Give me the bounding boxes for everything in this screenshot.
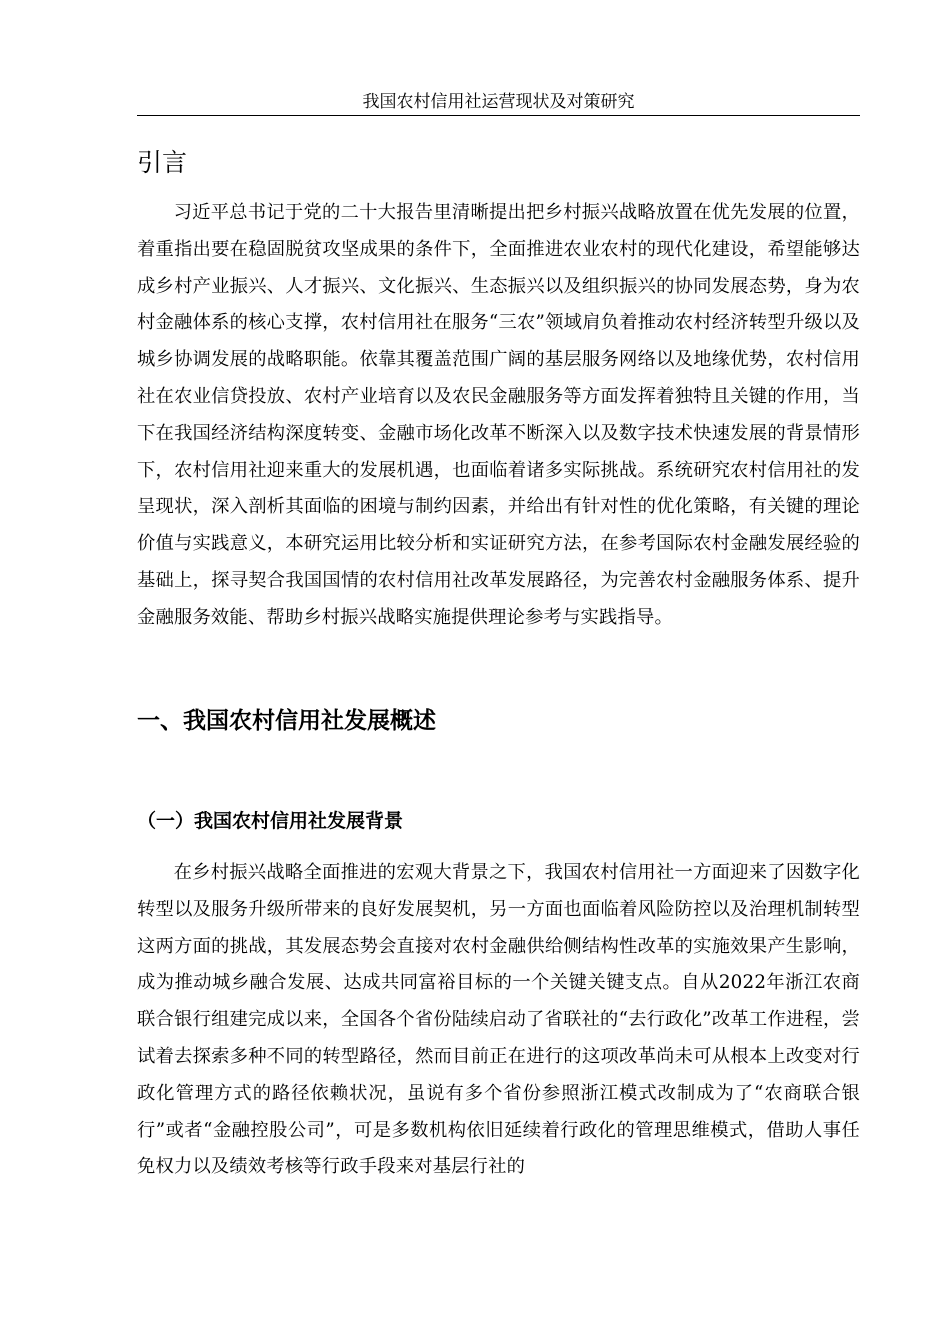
subsection-1-paragraph: 在乡村振兴战略全面推进的宏观大背景之下，我国农村信用社一方面迎来了因数字化转型以及服务升级所带来的良好发展契机，另一方面也面临着风险防控以及治理机制转型这两方面的挑战，其发展态势会直接对农村金融供给侧结构性改革的实施效果产生影响，成为推动城乡融合发展、达成共同富裕目标的一个关键关键支点。自从2022年浙江农商联合银行组建完成以来，全国各个省份陆续启动了省联社的“去行政化”改革工作进程，尝试着去探索多种不同的转型路径，然而目前正在进行的这项改革尚未可从根本上改变对行政化管理方式的路径依赖状况，虽说有多个省份参照浙江模式改制成为了“农商联合银行”或者“金融控股公司”，可是多数机构依旧延续着行政化的管理思维模式，借助人事任免权力以及绩效考核等行政手段来对基层行社的 <box>137 862 860 1178</box>
running-header: 我国农村信用社运营现状及对策研究 <box>362 92 635 112</box>
header-divider <box>137 115 860 116</box>
subsection-1-heading: （一）我国农村信用社发展背景 <box>137 810 404 832</box>
intro-paragraph: 习近平总书记于党的二十大报告里清晰提出把乡村振兴战略放置在优先发展的位置，着重指出要在稳固脱贫攻坚成果的条件下，全面推进农业农村的现代化建设，希望能够达成乡村产业振兴、人才振兴、文化振兴、生态振兴以及组织振兴的协同发展态势，身为农村金融体系的核心支撑，农村信用社在服务“三农”领域肩负着推动农村经济转型升级以及城乡协调发展的战略职能。依靠其覆盖范围广阔的基层服务网络以及地缘优势，农村信用社在农业信贷投放、农村产业培育以及农民金融服务等方面发挥着独特且关键的作用，当下在我国经济结构深度转变、金融市场化改革不断深入以及数字技术快速发展的背景情形下，农村信用社迎来重大的发展机遇，也面临着诸多实际挑战。系统研究农村信用社的发呈现状，深入剖析其面临的困境与制约因素，并给出有针对性的优化策略，有关键的理论价值与实践意义，本研究运用比较分析和实证研究方法，在参考国际农村金融发展经验的基础上，探寻契合我国国情的农村信用社改革发展路径，为完善农村金融服务体系、提升金融服务效能、帮助乡村振兴战略实施提供理论参考与实践指导。 <box>137 202 860 628</box>
intro-heading: 引言 <box>137 148 188 177</box>
section-1-heading: 一、我国农村信用社发展概述 <box>137 708 436 734</box>
